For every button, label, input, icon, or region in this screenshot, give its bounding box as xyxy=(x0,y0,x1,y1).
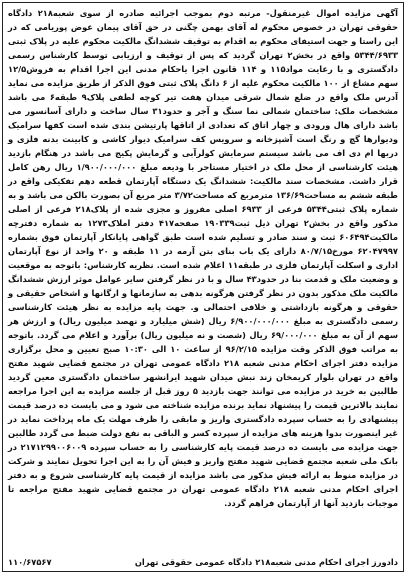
footer-code: ۱۱۰/۶۷۵۶۷ xyxy=(8,557,52,567)
footer-signature: دادورز اجرای احکام مدنی شعبه۲۱۸ دادگاه عمومی حقوقی تهران xyxy=(134,557,398,567)
notice-body-text: آگهی مزایده اموال غیرمنقول- مرتبه دوم بموجب اجرائیه صادره از سوی شعبه۲۱۸ دادگاه حقوقی تهران در خصوص محکوم له آقای بهمن چگنی در حق آقای پیمان عوض پوریامی که در این راستا و جهت استیفای محکوم به اقدام به توقیف ششدانگ مالکیت محکوم علیه در پلاک ثبتی ۵۳۴۴/۶۹۳۳ واقع در بخش۲ تهران گردید که پس از توقیف و ارزیابی توسط کارشناس رسمی دادگستری و با رعایت مواد۱۱۵ و ۱۱۴ قانون اجرا یاحکام مدنی این اجرا اقدام به فروش۱۲/۵ سهم مشاع از ۱۰۰ مالکیت محکوم علیه از ۶ دانگ پلاک ثبتی فوق الذکر از طریق مزایده می نماید آدرس ملک واقع در ضلع شمال شرقی میدان هفت تیر کوچه لطفی پلاک۹ طبقه۶ می باشد مشخصات ملک: ساختمان شمالی نما سنگ و آجر و حدود۳۱ سال ساخت و دارای آسانسور می باشد دارای هال ورودی و چهار اتاق که تعدادی از اتاقها پارتیشن بندی شده است کفها سرامیک ودیوارها گچ و رنگ است آشپزخانه و سرویس کف سرامیک دیوار کاشی و کابینت بدنه فلزی و دربها ام دی اف می باشد سیستم سرمایش کولرآبی و گرمایش پکیج می باشد در هنگام بازدید هیئت کارشناسی از محل ملک در اختیار مستاجر با ودیعه مبلغ ۱/۹۰۰/۰۰۰/۰۰۰ ریال رهن کامل قرار داشت. مشخصات سند مالکیت: ششدانگ یک دستگاه آپارتمان قطعه دهم تفکیکی واقع در طبقه ششم به مساحت۱۳۶/۶۹ مترمربع که مساحت۳/۷۲ متر مربع آن بصورت بالکن می باشد و به شماره پلاک ثبتی۵۳۴۴ فرعی از ۶۹۳۳ اصلی مفروز و مجزی شده از پلاک۲۱۸ فرعی از اصلی مذکور واقع در بخش۲ تهران ذیل ثبت۱۹۰۳۳۹ صفحه۴۱۷ دفتر املاک۱۲۷۳ به شماره دفترچه مالکیت۶۰۶۴۹۴ ثبت و سند صادر و تسلیم شده است طبق گواهی پایانکار آپارتمان فوق بشماره ۶۲۰۴۷۹۹۷ مورخ۸۰/۷/۱۵ دارای یک باب بنای بتن آرمه در ۱۱ طبقه و ۲۰ واحد از نوع آپارتمان اداری و اسکلت آپارتمان فلزی در طبقه۱۱ اعلام شده است. نظریه کارشناس: باتوجه به موقعیت و وضعیت ملک و قدمت بنا در حدود۴۳ سال و با در نظر گرفتن سایر عوامل موثر ارزش ششدانگ مالکیت ملک مذکور بدون در نظر گرفتن هرگونه بدهی به سازمانها و ارگانها و اشخاص حقیقی و حقوقی و هرگونه بازداشتی و خلافی احتمالی و. جهت پایه مزایده به نظر هیئت کارشناسی رسمی دادگستری به مبلغ ۶/۹۰۰/۰۰۰/۰۰۰ ریال (شش میلیارد و نهصد میلیون ریال) و ارزش هر سهم از آن به مبلغ ۶۹/۰۰۰/۰۰۰ ریال (شصت و نه میلیون ریال) برآورد و اعلام می گردد. باتوجه به مراتب فوق الذکر وقت مزایده ۹۶/۲/۱۵ از ساعت ۱۰ الی ۱۰:۳۰ صبح تعیین و محل برگزاری مزایده دفتر اجرای احکام مدنی شعبه ۲۱۸ دادگاه عمومی تهران در مجتمع قضایی شهید مفتح واقع در تهران بلوار کریمخان زند نبش میدان شهید ایرانشهر ساختمان دادگستری معین گردید طالبین به خرید در مزایده می توانند جهت بازدید ۵ روز قبل از جلسه مزایده به این اجرا مراجعه نمایند بالاترین قیمت را پیشنهاد نماید برنده مزایده شناخته می شود و می بایست ده درصد قیمت پیشنهادی را به حساب سپرده دادگستری واریز و مابقی را ظرف مهلت یک ماه پرداخت نماید در غیر اینصورت بدوا هزینه های مزایده از سپرده کسر و الباقی به نفع دولت ضبط می گردد طالبین جهت مزایده می بایست ده درصد قیمت پایه کارشناسی را به حساب سپرده ۲۱۷۱۲۹۹۰۰۶۰۰۹ در بانک ملی شعبه مجتمع قضایی شهید مفتح واریز و فیش آن را به این اجرا تحویل نمایند و شرکت در مزایده منوط به ارائه فیش مذکور می باشد مزایده از قیمت پایه کارشناسی شروع و به دفتر اجرای احکام مدنی شعبه ۲۱۸ دادگاه عمومی تهران در مجتمع قضایی شهید مفتح مراجعه تا موجبات بازدید آنها از آپارتمان فراهم گردد. xyxy=(8,8,399,508)
auction-notice xyxy=(2,2,404,572)
notice-footer xyxy=(8,555,398,569)
